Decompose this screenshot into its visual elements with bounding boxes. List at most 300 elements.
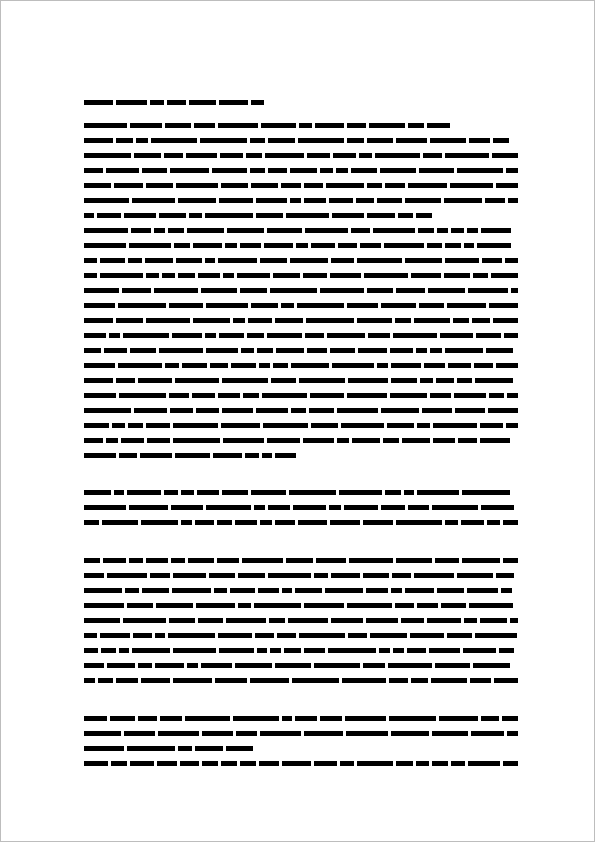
word-block xyxy=(363,663,385,668)
word-block xyxy=(256,213,283,218)
word-block xyxy=(411,678,428,683)
word-block xyxy=(431,678,467,683)
word-block xyxy=(282,588,292,593)
word-block xyxy=(84,633,97,638)
word-block xyxy=(175,453,210,458)
word-block xyxy=(303,438,334,443)
word-block xyxy=(481,228,511,233)
word-block xyxy=(109,333,120,338)
text-line xyxy=(84,588,518,593)
word-block xyxy=(119,648,129,653)
word-block xyxy=(251,490,286,495)
word-block xyxy=(146,423,170,428)
word-block xyxy=(330,348,355,353)
word-block xyxy=(457,573,493,578)
word-block xyxy=(197,490,219,495)
word-block xyxy=(338,243,357,248)
word-block xyxy=(97,213,121,218)
word-block xyxy=(267,228,302,233)
word-block xyxy=(222,378,268,383)
text-line xyxy=(84,228,518,233)
word-block xyxy=(367,138,393,143)
word-block xyxy=(261,123,296,128)
word-block xyxy=(414,573,454,578)
word-block xyxy=(242,558,283,563)
word-block xyxy=(453,318,469,323)
word-block xyxy=(447,633,472,638)
word-block xyxy=(435,558,459,563)
word-block xyxy=(226,618,266,623)
word-block xyxy=(340,761,354,766)
word-block xyxy=(451,761,465,766)
word-block xyxy=(169,393,189,398)
word-block xyxy=(173,573,206,578)
text-line xyxy=(84,393,518,398)
word-block xyxy=(304,183,323,188)
word-block xyxy=(201,663,232,668)
word-block xyxy=(366,618,398,623)
word-block xyxy=(84,746,124,751)
word-block xyxy=(235,520,257,525)
word-block xyxy=(248,318,272,323)
word-block xyxy=(84,393,116,398)
word-block xyxy=(304,731,343,736)
word-block xyxy=(396,520,442,525)
word-block xyxy=(84,558,100,563)
word-block xyxy=(254,505,265,510)
word-block xyxy=(292,678,339,683)
word-block xyxy=(304,648,325,653)
word-block xyxy=(218,633,252,638)
word-block xyxy=(165,363,179,368)
word-block xyxy=(336,168,348,173)
word-block xyxy=(84,363,115,368)
word-block xyxy=(314,573,328,578)
word-block xyxy=(260,731,301,736)
word-block xyxy=(417,603,438,608)
word-block xyxy=(291,408,306,413)
word-block xyxy=(209,573,235,578)
word-block xyxy=(206,505,251,510)
word-block xyxy=(205,213,253,218)
word-block xyxy=(347,138,364,143)
word-block xyxy=(344,505,378,510)
word-block xyxy=(485,198,505,203)
word-block xyxy=(146,183,173,188)
word-block xyxy=(84,198,129,203)
text-line xyxy=(84,453,518,458)
word-block xyxy=(347,303,378,308)
word-block xyxy=(240,243,261,248)
word-block xyxy=(346,731,388,736)
word-block xyxy=(173,648,216,653)
word-block xyxy=(475,378,513,383)
word-block xyxy=(281,183,301,188)
word-block xyxy=(395,603,414,608)
word-block xyxy=(189,100,216,105)
word-block xyxy=(141,520,178,525)
word-block xyxy=(84,318,113,323)
word-block xyxy=(129,558,143,563)
word-block xyxy=(193,318,230,323)
word-block xyxy=(138,663,152,668)
word-block xyxy=(98,678,113,683)
word-block xyxy=(103,558,126,563)
word-block xyxy=(499,648,514,653)
word-block xyxy=(124,731,155,736)
word-block xyxy=(507,731,518,736)
word-block xyxy=(236,731,257,736)
word-block xyxy=(136,138,148,143)
word-block xyxy=(488,408,518,413)
word-block xyxy=(432,761,448,766)
word-block xyxy=(158,731,199,736)
word-block xyxy=(263,423,308,428)
word-block xyxy=(154,288,198,293)
word-block xyxy=(445,520,458,525)
word-block xyxy=(462,558,500,563)
word-block xyxy=(503,761,518,766)
word-block xyxy=(501,588,512,593)
word-block xyxy=(432,731,468,736)
word-block xyxy=(306,318,354,323)
word-block xyxy=(147,438,170,443)
word-block xyxy=(116,318,143,323)
word-block xyxy=(128,423,143,428)
word-block xyxy=(129,505,168,510)
word-block xyxy=(299,633,345,638)
word-block xyxy=(247,333,264,338)
word-block xyxy=(187,228,224,233)
word-block xyxy=(437,588,464,593)
word-block xyxy=(347,603,392,608)
word-block xyxy=(168,228,184,233)
word-block xyxy=(391,378,417,383)
word-block xyxy=(268,138,295,143)
word-block xyxy=(408,123,424,128)
word-block xyxy=(328,648,376,653)
word-block xyxy=(84,678,95,683)
word-block xyxy=(171,558,185,563)
word-block xyxy=(347,123,366,128)
word-block xyxy=(393,333,437,338)
word-block xyxy=(450,183,493,188)
word-block xyxy=(410,633,444,638)
word-block xyxy=(205,258,215,263)
word-block xyxy=(84,716,107,721)
word-block xyxy=(154,228,165,233)
word-block xyxy=(206,303,248,308)
word-block xyxy=(238,603,251,608)
word-block xyxy=(170,408,193,413)
word-block xyxy=(506,423,518,428)
word-block xyxy=(84,761,108,766)
text-line xyxy=(84,761,518,766)
word-block xyxy=(256,198,287,203)
word-block xyxy=(457,168,503,173)
word-block xyxy=(276,348,304,353)
word-block xyxy=(337,408,378,413)
word-block xyxy=(391,588,402,593)
word-block xyxy=(307,153,330,158)
word-block xyxy=(320,716,342,721)
text-line xyxy=(84,198,518,203)
paragraph-gap xyxy=(84,115,518,123)
word-block xyxy=(364,273,408,278)
word-block xyxy=(254,603,301,608)
word-block xyxy=(314,663,360,668)
word-block xyxy=(205,333,216,338)
word-block xyxy=(315,123,344,128)
word-block xyxy=(496,573,514,578)
word-block xyxy=(337,438,349,443)
word-block xyxy=(385,490,401,495)
word-block xyxy=(381,303,416,308)
text-line xyxy=(84,558,518,563)
word-block xyxy=(132,648,170,653)
word-block xyxy=(469,138,490,143)
word-block xyxy=(138,378,172,383)
word-block xyxy=(198,618,223,623)
text-line xyxy=(84,663,518,668)
word-block xyxy=(235,663,272,668)
word-block xyxy=(223,438,264,443)
text-line xyxy=(84,490,518,495)
word-block xyxy=(172,588,211,593)
word-block xyxy=(178,746,192,751)
word-block xyxy=(84,333,106,338)
word-block xyxy=(422,408,452,413)
word-block xyxy=(265,153,304,158)
word-block xyxy=(84,408,131,413)
word-block xyxy=(402,438,430,443)
word-block xyxy=(202,761,218,766)
word-block xyxy=(106,438,118,443)
word-block xyxy=(341,423,384,428)
word-block xyxy=(373,228,415,233)
word-block xyxy=(444,273,470,278)
word-block xyxy=(250,678,289,683)
word-block xyxy=(240,288,267,293)
word-block xyxy=(255,633,274,638)
word-block xyxy=(298,138,344,143)
text-line xyxy=(84,273,518,278)
word-block xyxy=(417,490,459,495)
word-block xyxy=(493,318,518,323)
word-block xyxy=(290,198,301,203)
word-block xyxy=(225,243,237,248)
word-block xyxy=(193,243,222,248)
word-block xyxy=(250,168,265,173)
text-line xyxy=(84,423,518,428)
word-block xyxy=(493,138,509,143)
word-block xyxy=(240,761,256,766)
word-block xyxy=(84,288,119,293)
word-block xyxy=(100,273,143,278)
text-line xyxy=(84,243,518,248)
word-block xyxy=(127,490,161,495)
word-block xyxy=(298,520,327,525)
word-block xyxy=(218,393,240,398)
word-block xyxy=(385,183,405,188)
word-block xyxy=(160,716,182,721)
word-block xyxy=(430,393,451,398)
word-block xyxy=(267,333,302,338)
word-block xyxy=(367,183,382,188)
word-block xyxy=(206,348,238,353)
word-block xyxy=(288,618,328,623)
text-line xyxy=(84,678,518,683)
word-block xyxy=(311,243,335,248)
word-block xyxy=(130,123,162,128)
word-block xyxy=(510,618,518,623)
word-block xyxy=(295,588,322,593)
word-block xyxy=(447,303,486,308)
word-block xyxy=(122,288,151,293)
word-block xyxy=(357,761,393,766)
word-block xyxy=(128,258,142,263)
word-block xyxy=(327,333,365,338)
word-block xyxy=(496,183,518,188)
paragraph-gap xyxy=(84,535,518,558)
word-block xyxy=(310,393,344,398)
word-block xyxy=(291,363,329,368)
word-block xyxy=(375,153,420,158)
word-block xyxy=(188,558,214,563)
word-block xyxy=(212,168,247,173)
word-block xyxy=(473,273,488,278)
word-block xyxy=(84,183,111,188)
word-block xyxy=(159,348,203,353)
word-block xyxy=(418,228,434,233)
word-block xyxy=(389,678,408,683)
word-block xyxy=(391,731,429,736)
word-block xyxy=(381,505,405,510)
word-block xyxy=(396,138,427,143)
word-block xyxy=(348,378,388,383)
word-block xyxy=(231,363,256,368)
text-line xyxy=(84,633,518,638)
word-block xyxy=(367,288,393,293)
word-block xyxy=(433,438,455,443)
word-block xyxy=(504,333,518,338)
word-block xyxy=(408,183,447,188)
word-block xyxy=(275,663,311,668)
word-block xyxy=(84,228,128,233)
word-block xyxy=(474,363,493,368)
word-block xyxy=(84,153,131,158)
word-block xyxy=(186,153,217,158)
text-line xyxy=(84,303,518,308)
word-block xyxy=(445,243,461,248)
text-line xyxy=(84,573,518,578)
word-block xyxy=(508,198,518,203)
word-block xyxy=(219,333,244,338)
word-block xyxy=(430,138,466,143)
text-line xyxy=(84,648,518,653)
word-block xyxy=(396,761,413,766)
word-block xyxy=(307,348,327,353)
word-block xyxy=(424,363,445,368)
word-block xyxy=(269,618,285,623)
word-block xyxy=(84,123,127,128)
word-block xyxy=(257,348,273,353)
word-block xyxy=(486,348,513,353)
word-block xyxy=(368,333,390,338)
word-block xyxy=(171,505,203,510)
word-block xyxy=(256,408,288,413)
word-block xyxy=(200,138,247,143)
text-line xyxy=(84,123,518,128)
word-block xyxy=(454,393,486,398)
word-block xyxy=(470,678,491,683)
word-block xyxy=(140,453,172,458)
word-block xyxy=(268,505,290,510)
word-block xyxy=(84,453,116,458)
word-block xyxy=(196,408,219,413)
word-block xyxy=(138,716,157,721)
word-block xyxy=(110,716,135,721)
word-block xyxy=(116,378,135,383)
word-block xyxy=(125,588,139,593)
word-block xyxy=(405,258,442,263)
word-block xyxy=(430,348,442,353)
word-block xyxy=(331,573,360,578)
word-block xyxy=(243,393,259,398)
word-block xyxy=(445,348,483,353)
word-block xyxy=(356,198,374,203)
word-block xyxy=(116,100,147,105)
word-block xyxy=(440,333,473,338)
word-block xyxy=(496,363,518,368)
word-block xyxy=(145,258,173,263)
word-block xyxy=(123,333,169,338)
word-block xyxy=(471,731,504,736)
word-block xyxy=(467,588,498,593)
word-block xyxy=(369,123,405,128)
word-block xyxy=(282,761,311,766)
word-block xyxy=(259,363,270,368)
word-block xyxy=(178,273,195,278)
text-line xyxy=(84,213,518,218)
word-block xyxy=(156,603,193,608)
word-block xyxy=(299,378,345,383)
word-block xyxy=(366,588,388,593)
word-block xyxy=(155,663,184,668)
word-block xyxy=(401,618,424,623)
word-block xyxy=(444,198,482,203)
word-block xyxy=(348,633,367,638)
word-block xyxy=(379,648,390,653)
text-line xyxy=(84,153,518,158)
paragraph-gap xyxy=(84,693,518,716)
word-block xyxy=(395,318,411,323)
word-block xyxy=(435,663,470,668)
word-block xyxy=(289,490,336,495)
word-block xyxy=(159,213,186,218)
word-block xyxy=(84,303,115,308)
word-block xyxy=(367,213,395,218)
word-block xyxy=(273,363,288,368)
word-block xyxy=(480,618,507,623)
word-block xyxy=(217,558,239,563)
word-block xyxy=(464,618,477,623)
word-block xyxy=(304,603,344,608)
word-block xyxy=(84,378,113,383)
text-line xyxy=(84,258,518,263)
word-block xyxy=(330,273,361,278)
word-block xyxy=(286,213,329,218)
